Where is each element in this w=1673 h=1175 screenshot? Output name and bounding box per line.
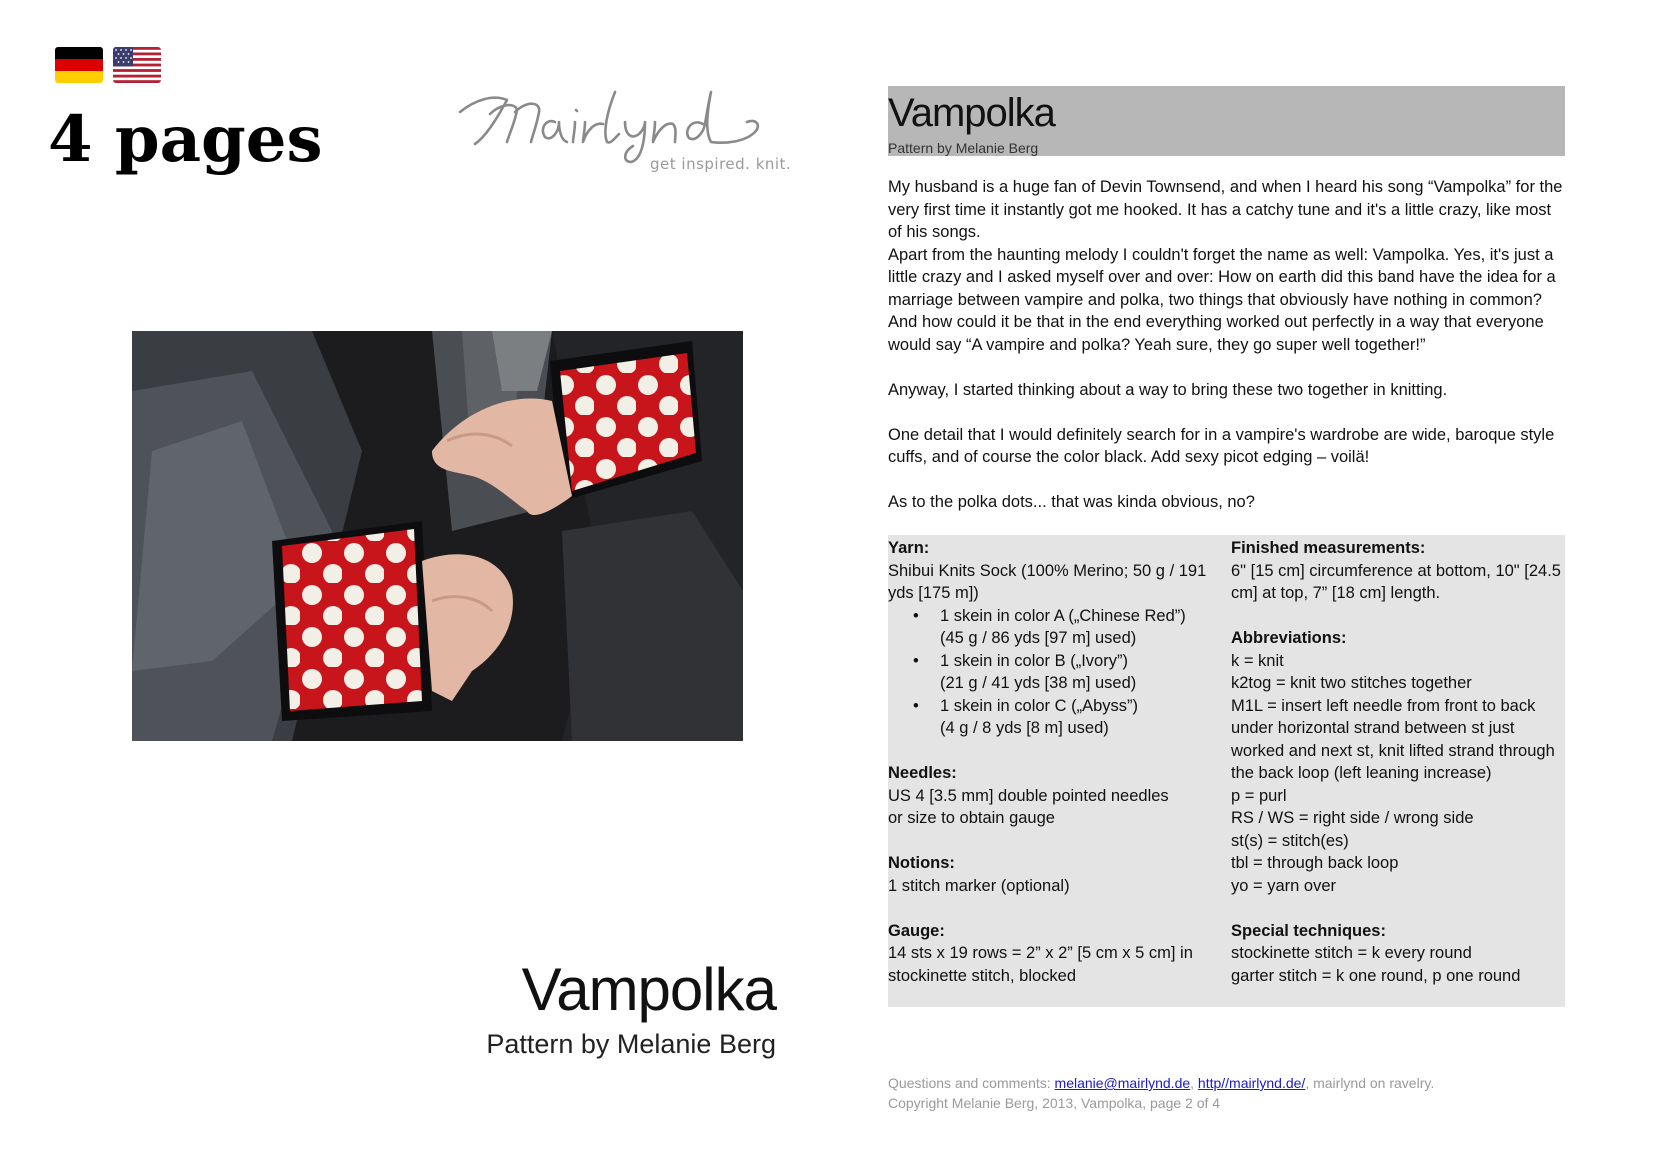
contact-suffix: , mairlynd on ravelry. bbox=[1305, 1075, 1435, 1091]
yarn-color-c-used: (4 g / 8 yds [8 m] used) bbox=[940, 719, 1109, 737]
yarn-color-a: 1 skein in color A („Chinese Red”) bbox=[940, 606, 1186, 625]
yarn-text: Shibui Knits Sock (100% Merino; 50 g / 191 yds [175 m]) bbox=[888, 561, 1207, 602]
page-count-label: 4 pages bbox=[48, 102, 323, 177]
yarn-color-b: 1 skein in color B („Ivory”) bbox=[940, 651, 1128, 670]
abbreviation-item: k2tog = knit two stitches together bbox=[1231, 674, 1472, 692]
abbreviations-heading: Abbreviations: bbox=[1231, 629, 1347, 647]
intro-paragraph: Apart from the haunting melody I couldn't forget the name as well: Vampolka. Yes, it's just a little crazy and I asked myself over and over: How on earth did this band have the idea for a marriage between vampire and polka, two things that obviously have nothing in common? And how could it be that in the end everything worked out perfectly in a way that everyone would say “A vampire and polka? Yeah sure, they go super well together!” bbox=[888, 245, 1556, 354]
notions-text: 1 stitch marker (optional) bbox=[888, 876, 1070, 895]
cover-title: Vampolka bbox=[521, 956, 776, 1023]
abbreviation-item: M1L = insert left needle from front to back under horizontal strand between st just worked and next st, knit lifted strand through the back loop (left leaning increase) bbox=[1231, 696, 1555, 782]
finished-section bbox=[1231, 537, 1565, 605]
intro-text bbox=[888, 176, 1568, 514]
special-item: garter stitch = k one round, p one round bbox=[1231, 966, 1521, 985]
list-item: • 1 skein in color A („Chinese Red”) (45 g / 86 yds [97 m] used) bbox=[940, 605, 1226, 650]
gauge-section bbox=[888, 920, 1226, 988]
needles-heading: Needles: bbox=[888, 764, 957, 782]
specs-left-column bbox=[888, 537, 1226, 1010]
gauge-text: 14 sts x 19 rows = 2” x 2” [5 cm x 5 cm] in stockinette stitch, blocked bbox=[888, 944, 1193, 985]
abbreviation-item: yo = yarn over bbox=[1231, 876, 1337, 895]
notions-heading: Notions: bbox=[888, 854, 955, 872]
needles-line: US 4 [3.5 mm] double pointed needles bbox=[888, 786, 1169, 805]
yarn-color-a-used: (45 g / 86 yds [97 m] used) bbox=[940, 629, 1137, 647]
separator: , bbox=[1190, 1075, 1198, 1091]
finished-heading: Finished measurements: bbox=[1231, 539, 1426, 557]
abbreviation-item: RS / WS = right side / wrong side bbox=[1231, 809, 1474, 827]
list-item: • 1 skein in color B („Ivory”) (21 g / 41 yds [38 m] used) bbox=[940, 650, 1226, 695]
intro-paragraph: Anyway, I started thinking about a way to bring these two together in knitting. bbox=[888, 380, 1448, 399]
logo-tagline: get inspired. knit. bbox=[650, 155, 792, 173]
copyright-line: Copyright Melanie Berg, 2013, Vampolka, page 2 of 4 bbox=[888, 1095, 1221, 1111]
contact-prefix: Questions and comments: bbox=[888, 1075, 1055, 1091]
needles-line: or size to obtain gauge bbox=[888, 809, 1055, 827]
cover-subtitle: Pattern by Melanie Berg bbox=[486, 1029, 776, 1059]
list-item: • 1 skein in color C („Abyss”) (4 g / 8 yds [8 m] used) bbox=[940, 695, 1226, 740]
abbreviation-item: k = knit bbox=[1231, 651, 1284, 670]
footer bbox=[888, 1073, 1434, 1113]
contact-line bbox=[888, 1073, 1434, 1093]
abbreviations-section bbox=[1231, 627, 1565, 897]
email-link[interactable]: melanie@mairlynd.de bbox=[1054, 1075, 1191, 1091]
page-subtitle: Pattern by Melanie Berg bbox=[888, 140, 1039, 156]
intro-paragraph: One detail that I would definitely search for in a vampire's wardrobe are wide, baroque style cuffs, and of course the color black. Add sexy picot edging – voilä! bbox=[888, 425, 1555, 466]
german-flag-icon[interactable] bbox=[55, 47, 103, 83]
abbreviation-item: tbl = through back loop bbox=[1231, 854, 1399, 872]
yarn-color-b-used: (21 g / 41 yds [38 m] used) bbox=[940, 674, 1137, 692]
notions-section bbox=[888, 852, 1226, 897]
finished-text: 6" [15 cm] circumference at bottom, 10" [24.5 cm] at top, 7” [18 cm] length. bbox=[1231, 561, 1561, 602]
yarn-list bbox=[888, 605, 1226, 740]
special-techniques-section bbox=[1231, 920, 1565, 988]
intro-paragraph: As to the polka dots... that was kinda obvious, no? bbox=[888, 493, 1255, 511]
us-flag-icon[interactable] bbox=[113, 47, 161, 83]
specs-right-column bbox=[1231, 537, 1565, 1010]
page-title: Vampolka bbox=[888, 91, 1055, 135]
needles-section bbox=[888, 762, 1226, 830]
product-photo bbox=[132, 331, 743, 741]
yarn-section bbox=[888, 537, 1226, 740]
special-heading: Special techniques: bbox=[1231, 921, 1386, 940]
intro-paragraph: My husband is a huge fan of Devin Townsend, and when I heard his song “Vampolka” for the very first time it instantly got me hooked. It has a catchy tune and it's a little crazy, like most of his songs. bbox=[888, 178, 1563, 241]
yarn-color-c: 1 skein in color C („Abyss”) bbox=[940, 696, 1139, 715]
special-item: stockinette stitch = k every round bbox=[1231, 944, 1472, 962]
gauge-heading: Gauge: bbox=[888, 921, 945, 940]
yarn-heading: Yarn: bbox=[888, 539, 930, 557]
abbreviation-item: st(s) = stitch(es) bbox=[1231, 831, 1349, 850]
website-link[interactable]: http//mairlynd.de/ bbox=[1197, 1075, 1306, 1091]
abbreviation-item: p = purl bbox=[1231, 786, 1287, 805]
